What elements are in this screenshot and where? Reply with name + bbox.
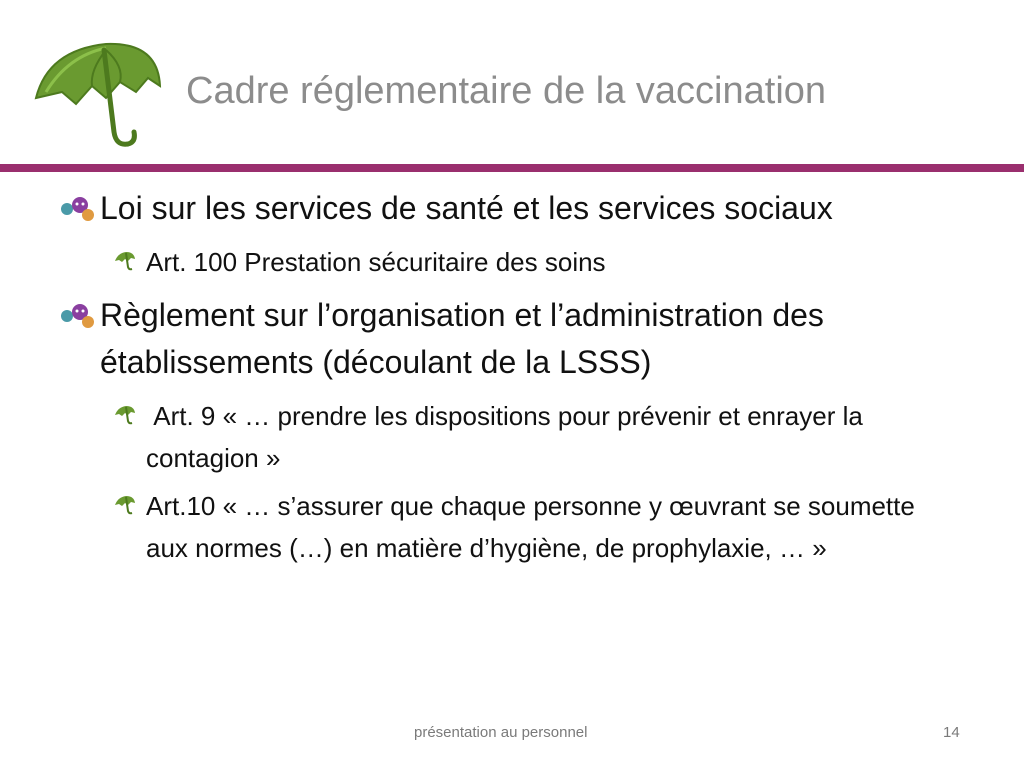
list-item-text: Art.10 « … s’assurer que chaque personne y œuvrant se soumette aux normes (…) en matière d’hygiène, de prophylaxie, … »	[146, 491, 915, 563]
umbrella-logo-icon	[28, 36, 168, 154]
list-item	[146, 395, 946, 479]
list-item-text: Loi sur les services de santé et les services sociaux	[100, 190, 833, 226]
umbrella-bullet-icon	[114, 405, 136, 425]
list-item-text: Art. 100 Prestation sécuritaire des soins	[146, 247, 606, 277]
umbrella-bullet-icon	[114, 495, 136, 515]
title-divider	[0, 164, 1024, 172]
page-number: 14	[943, 724, 960, 741]
list-item-text: Règlement sur l’organisation et l’administration des établissements (découlant de la LSSS)	[100, 297, 824, 380]
germs-icon	[58, 302, 96, 330]
slide-title: Cadre réglementaire de la vaccination	[186, 70, 827, 112]
list-item	[100, 185, 960, 232]
list-item	[146, 241, 946, 283]
list-item-text: Art. 9 « … prendre les dispositions pour prévenir et enrayer la contagion »	[146, 401, 871, 473]
umbrella-bullet-icon	[114, 251, 136, 271]
list-item	[146, 485, 946, 569]
germs-icon	[58, 195, 96, 223]
list-item	[100, 292, 960, 386]
footer-text: présentation au personnel	[414, 724, 588, 741]
